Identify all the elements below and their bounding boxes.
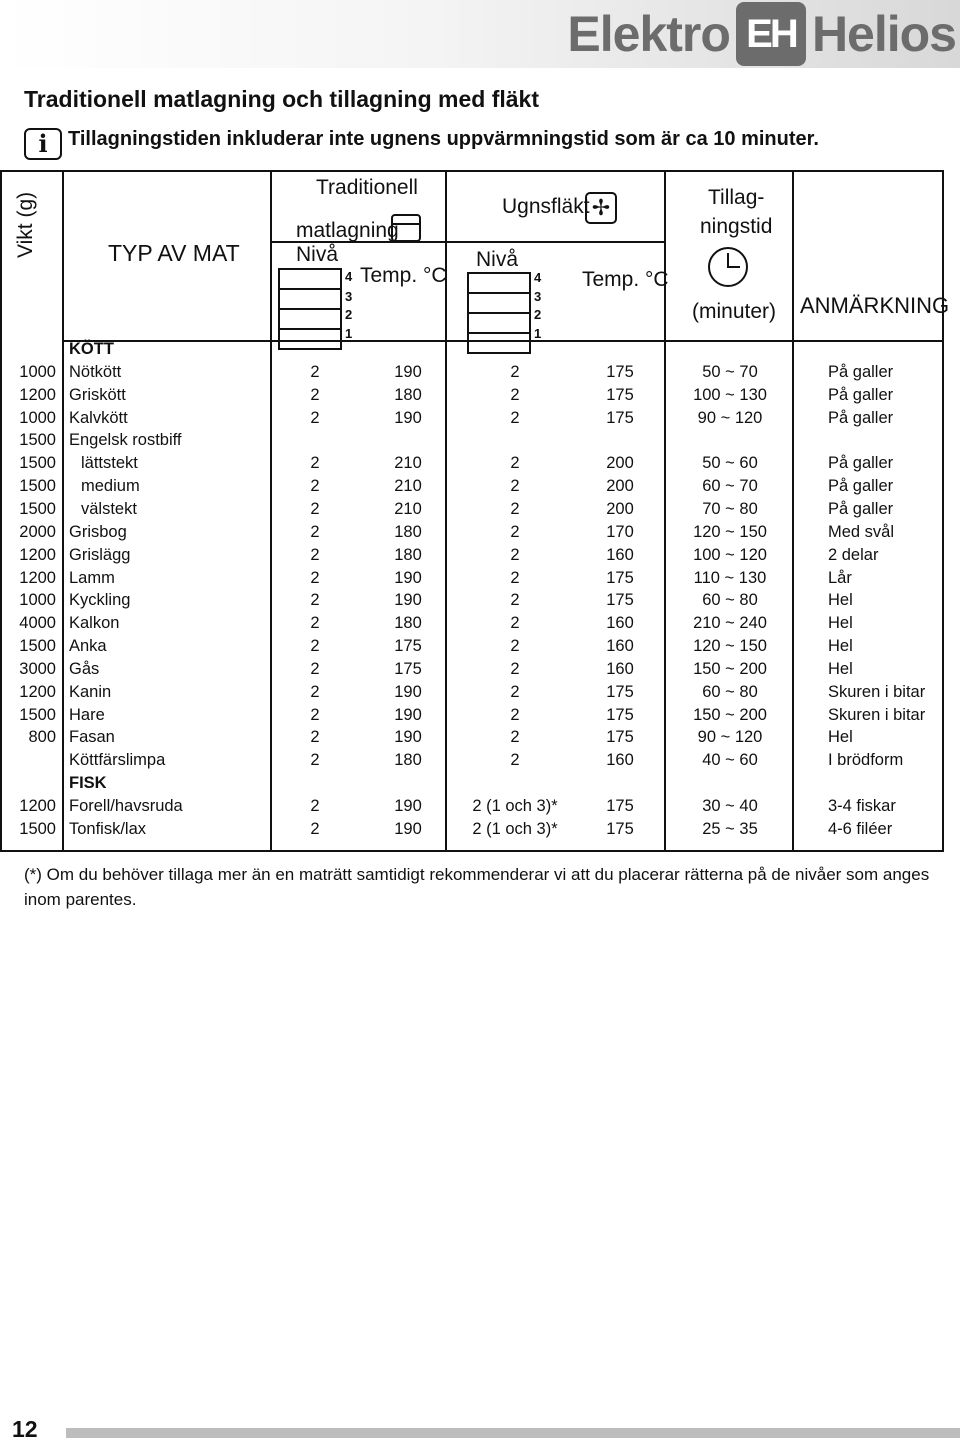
row-food: välstekt bbox=[81, 499, 137, 518]
row-temp-trad: 190 bbox=[394, 568, 422, 587]
row-level-fan: 2 bbox=[510, 728, 520, 747]
table-row bbox=[0, 728, 944, 751]
row-temp-fan: 175 bbox=[606, 705, 634, 724]
row-remark: 3-4 fiskar bbox=[828, 797, 896, 815]
row-temp-trad: 180 bbox=[394, 385, 422, 404]
table-row bbox=[0, 774, 944, 797]
table-row bbox=[0, 477, 944, 500]
row-food: Lamm bbox=[69, 568, 115, 587]
row-temp-trad: 190 bbox=[394, 819, 422, 838]
level-1: 1 bbox=[534, 326, 542, 341]
row-food: Nötkött bbox=[69, 362, 122, 381]
row-level-trad: 2 bbox=[310, 568, 320, 587]
row-level-fan: 2 bbox=[510, 362, 520, 381]
row-level-fan: 2 bbox=[510, 637, 520, 656]
row-time: 150 ~ 200 bbox=[693, 705, 767, 724]
row-level-trad: 2 bbox=[310, 819, 320, 838]
row-temp-fan: 175 bbox=[606, 591, 634, 610]
row-level-fan: 2 bbox=[510, 408, 520, 427]
row-time: 60 ~ 80 bbox=[702, 591, 758, 610]
table-row bbox=[0, 454, 944, 477]
row-level-fan: 2 bbox=[510, 454, 520, 473]
row-temp-fan: 175 bbox=[606, 819, 634, 838]
row-level-trad: 2 bbox=[310, 614, 320, 633]
level-2: 2 bbox=[534, 307, 542, 322]
row-level-trad: 2 bbox=[310, 797, 320, 815]
table-row bbox=[0, 340, 944, 363]
table-row bbox=[0, 706, 944, 729]
table-row bbox=[0, 431, 944, 454]
row-temp-trad: 190 bbox=[394, 797, 422, 815]
row-level-fan: 2 bbox=[510, 568, 520, 587]
row-weight: 1500 bbox=[19, 705, 56, 724]
header-time-1: Tillag- bbox=[708, 186, 765, 209]
table-row bbox=[0, 386, 944, 409]
row-temp-trad: 190 bbox=[394, 728, 422, 747]
row-level-trad: 2 bbox=[310, 362, 320, 381]
row-remark: På galler bbox=[828, 499, 894, 518]
row-temp-trad: 175 bbox=[394, 637, 422, 656]
row-level-trad: 2 bbox=[310, 659, 320, 678]
page-number: 12 bbox=[12, 1416, 38, 1442]
row-remark: Med svål bbox=[828, 522, 895, 541]
row-temp-trad: 190 bbox=[394, 362, 422, 381]
row-remark: Hel bbox=[828, 728, 853, 747]
row-temp-fan: 160 bbox=[606, 751, 634, 770]
row-temp-fan: 160 bbox=[606, 659, 634, 678]
row-level-trad: 2 bbox=[310, 591, 320, 610]
row-time: 25 ~ 35 bbox=[702, 819, 758, 838]
row-time: 150 ~ 200 bbox=[693, 659, 767, 678]
row-temp-fan: 200 bbox=[606, 477, 634, 496]
row-level-trad: 2 bbox=[310, 545, 320, 564]
row-weight: 1200 bbox=[19, 797, 56, 815]
table-row bbox=[0, 683, 944, 706]
row-level-fan: 2 bbox=[510, 682, 520, 701]
row-time: 120 ~ 150 bbox=[693, 637, 767, 656]
row-time: 40 ~ 60 bbox=[702, 751, 758, 770]
row-food: Tonfisk/lax bbox=[69, 819, 147, 838]
level-3: 3 bbox=[534, 289, 542, 304]
row-temp-fan: 175 bbox=[606, 728, 634, 747]
table-row bbox=[0, 820, 944, 843]
row-food: Gås bbox=[69, 659, 100, 678]
row-weight: 1000 bbox=[19, 362, 56, 381]
row-food: Griskött bbox=[69, 385, 126, 404]
header-temp-trad: Temp. °C bbox=[360, 264, 447, 287]
row-temp-fan: 160 bbox=[606, 637, 634, 656]
row-food: Kyckling bbox=[69, 591, 131, 610]
row-level-trad: 2 bbox=[310, 682, 320, 701]
footer-bar bbox=[66, 1428, 960, 1438]
header-level-fan: Nivå bbox=[476, 248, 519, 271]
header-fan: Ugnsfläkt bbox=[502, 195, 590, 218]
row-level-fan: 2 bbox=[510, 751, 520, 770]
row-remark: Skuren i bitar bbox=[828, 705, 926, 724]
row-time: 210 ~ 240 bbox=[693, 614, 767, 633]
row-weight: 3000 bbox=[19, 659, 56, 678]
row-level-fan: 2 bbox=[510, 591, 520, 610]
row-level-fan: 2 (1 och 3)* bbox=[472, 819, 558, 838]
row-remark: Lår bbox=[828, 568, 852, 587]
row-temp-trad: 175 bbox=[394, 659, 422, 678]
row-remark: I brödform bbox=[828, 751, 904, 770]
row-food: Forell/havsruda bbox=[69, 797, 183, 815]
row-weight: 2000 bbox=[19, 522, 56, 541]
row-remark: På galler bbox=[828, 362, 894, 381]
row-temp-trad: 210 bbox=[394, 454, 422, 473]
row-level-fan: 2 bbox=[510, 477, 520, 496]
table-row bbox=[0, 363, 944, 386]
row-food: Grislägg bbox=[69, 545, 131, 564]
row-food: medium bbox=[81, 477, 140, 496]
header-time-unit: (minuter) bbox=[692, 300, 777, 323]
row-level-trad: 2 bbox=[310, 385, 320, 404]
footnote: (*) Om du behöver tillaga mer än en maträtt samtidigt rekommenderar vi att du placerar rätterna på de nivåer som anges inom parentes. bbox=[24, 865, 930, 909]
row-level-fan: 2 (1 och 3)* bbox=[472, 797, 558, 815]
row-food: Grisbog bbox=[69, 522, 127, 541]
row-level-trad: 2 bbox=[310, 477, 320, 496]
row-level-fan: 2 bbox=[510, 659, 520, 678]
table-row bbox=[0, 500, 944, 523]
table-row bbox=[0, 797, 944, 820]
row-level-trad: 2 bbox=[310, 408, 320, 427]
page-title: Traditionell matlagning och tillagning med fläkt bbox=[24, 86, 539, 112]
brand-mark: EH bbox=[736, 2, 806, 66]
row-food: Kalkon bbox=[69, 614, 120, 633]
row-remark: Skuren i bitar bbox=[828, 682, 926, 701]
table-row bbox=[0, 591, 944, 614]
row-weight: 1500 bbox=[19, 819, 56, 838]
header-level-trad: Nivå bbox=[296, 243, 339, 266]
level-2: 2 bbox=[345, 307, 353, 322]
row-level-fan: 2 bbox=[510, 614, 520, 633]
row-weight: 1500 bbox=[19, 637, 56, 656]
brand-logo bbox=[567, 2, 956, 66]
header-trad-2: matlagning bbox=[296, 219, 399, 242]
row-time: 50 ~ 70 bbox=[702, 362, 758, 381]
row-food: Engelsk rostbiff bbox=[69, 431, 182, 450]
table-row bbox=[0, 660, 944, 683]
row-remark: På galler bbox=[828, 454, 894, 473]
table-row bbox=[0, 751, 944, 774]
header-food-type: TYP AV MAT bbox=[108, 240, 240, 266]
clock-icon bbox=[708, 247, 748, 287]
row-temp-fan: 200 bbox=[606, 454, 634, 473]
row-temp-fan: 175 bbox=[606, 682, 634, 701]
row-remark: 2 delar bbox=[828, 545, 879, 564]
row-level-trad: 2 bbox=[310, 454, 320, 473]
row-temp-trad: 180 bbox=[394, 545, 422, 564]
row-level-fan: 2 bbox=[510, 545, 520, 564]
row-temp-trad: 190 bbox=[394, 705, 422, 724]
row-time: 60 ~ 70 bbox=[702, 477, 758, 496]
level-1: 1 bbox=[345, 326, 353, 341]
row-remark: Hel bbox=[828, 591, 853, 610]
row-weight: 1500 bbox=[19, 431, 56, 450]
row-remark: Hel bbox=[828, 637, 853, 656]
row-weight: 1000 bbox=[19, 408, 56, 427]
row-weight: 1200 bbox=[19, 682, 56, 701]
row-remark: På galler bbox=[828, 408, 894, 427]
row-level-trad: 2 bbox=[310, 728, 320, 747]
row-weight: 1500 bbox=[19, 477, 56, 496]
row-level-fan: 2 bbox=[510, 385, 520, 404]
row-temp-trad: 180 bbox=[394, 522, 422, 541]
row-temp-trad: 210 bbox=[394, 477, 422, 496]
header-weight: Vikt (g) bbox=[14, 191, 37, 258]
row-weight: 1500 bbox=[19, 454, 56, 473]
row-temp-fan: 175 bbox=[606, 568, 634, 587]
row-food: KÖTT bbox=[69, 340, 114, 358]
row-level-fan: 2 bbox=[510, 522, 520, 541]
row-weight: 800 bbox=[28, 728, 56, 747]
row-level-trad: 2 bbox=[310, 522, 320, 541]
row-level-trad: 2 bbox=[310, 499, 320, 518]
row-temp-trad: 180 bbox=[394, 751, 422, 770]
shelf-icon-trad bbox=[278, 268, 342, 348]
row-remark: Hel bbox=[828, 614, 853, 633]
table-row bbox=[0, 546, 944, 569]
row-temp-trad: 190 bbox=[394, 591, 422, 610]
table-row bbox=[0, 614, 944, 637]
row-time: 30 ~ 40 bbox=[702, 797, 758, 815]
row-time: 120 ~ 150 bbox=[693, 522, 767, 541]
brand-right: Helios bbox=[811, 6, 956, 62]
row-time: 100 ~ 120 bbox=[693, 545, 767, 564]
row-temp-trad: 210 bbox=[394, 499, 422, 518]
row-time: 100 ~ 130 bbox=[693, 385, 767, 404]
row-temp-fan: 175 bbox=[606, 385, 634, 404]
row-level-trad: 2 bbox=[310, 751, 320, 770]
level-3: 3 bbox=[345, 289, 353, 304]
row-weight: 1200 bbox=[19, 545, 56, 564]
row-food: Kanin bbox=[69, 682, 112, 701]
header-trad-1: Traditionell bbox=[316, 176, 418, 199]
row-time: 60 ~ 80 bbox=[702, 682, 758, 701]
row-temp-fan: 175 bbox=[606, 408, 634, 427]
row-time: 90 ~ 120 bbox=[697, 408, 763, 427]
row-food: Hare bbox=[69, 705, 105, 724]
table-row bbox=[0, 409, 944, 432]
row-level-fan: 2 bbox=[510, 499, 520, 518]
row-weight: 1200 bbox=[19, 568, 56, 587]
header-remarks: ANMÄRKNING bbox=[800, 293, 950, 318]
table-row bbox=[0, 523, 944, 546]
row-time: 50 ~ 60 bbox=[702, 454, 758, 473]
header-time-2: ningstid bbox=[700, 215, 773, 238]
row-temp-fan: 200 bbox=[606, 499, 634, 518]
fan-icon: ✢ bbox=[585, 192, 617, 224]
row-level-fan: 2 bbox=[510, 705, 520, 724]
info-icon: i bbox=[24, 128, 62, 160]
row-remark: 4-6 filéer bbox=[828, 819, 893, 838]
row-temp-fan: 170 bbox=[606, 522, 634, 541]
row-food: lättstekt bbox=[81, 454, 138, 473]
row-weight: 1000 bbox=[19, 591, 56, 610]
row-temp-fan: 160 bbox=[606, 545, 634, 564]
row-temp-trad: 180 bbox=[394, 614, 422, 633]
oven-icon bbox=[391, 214, 421, 242]
row-temp-trad: 190 bbox=[394, 408, 422, 427]
row-food: Kalvkött bbox=[69, 408, 128, 427]
row-food: Köttfärslimpa bbox=[69, 751, 166, 770]
header-temp-fan: Temp. °C bbox=[582, 268, 669, 291]
row-temp-fan: 175 bbox=[606, 362, 634, 381]
table-row bbox=[0, 569, 944, 592]
level-4: 4 bbox=[345, 269, 353, 284]
row-time: 70 ~ 80 bbox=[702, 499, 758, 518]
brand-left: Elektro bbox=[567, 6, 730, 62]
row-temp-fan: 175 bbox=[606, 797, 634, 815]
row-food: FISK bbox=[69, 774, 107, 793]
row-weight: 1200 bbox=[19, 385, 56, 404]
row-time: 110 ~ 130 bbox=[693, 568, 767, 587]
row-temp-trad: 190 bbox=[394, 682, 422, 701]
info-note: Tillagningstiden inkluderar inte ugnens uppvärmningstid som är ca 10 minuter. bbox=[68, 128, 819, 150]
row-remark: På galler bbox=[828, 477, 894, 496]
row-level-trad: 2 bbox=[310, 705, 320, 724]
row-food: Fasan bbox=[69, 728, 115, 747]
row-temp-fan: 160 bbox=[606, 614, 634, 633]
table-row bbox=[0, 637, 944, 660]
row-food: Anka bbox=[69, 637, 107, 656]
row-remark: På galler bbox=[828, 385, 894, 404]
row-weight: 1500 bbox=[19, 499, 56, 518]
level-4: 4 bbox=[534, 270, 542, 285]
row-remark: Hel bbox=[828, 659, 853, 678]
row-level-trad: 2 bbox=[310, 637, 320, 656]
row-weight: 4000 bbox=[19, 614, 56, 633]
row-time: 90 ~ 120 bbox=[697, 728, 763, 747]
